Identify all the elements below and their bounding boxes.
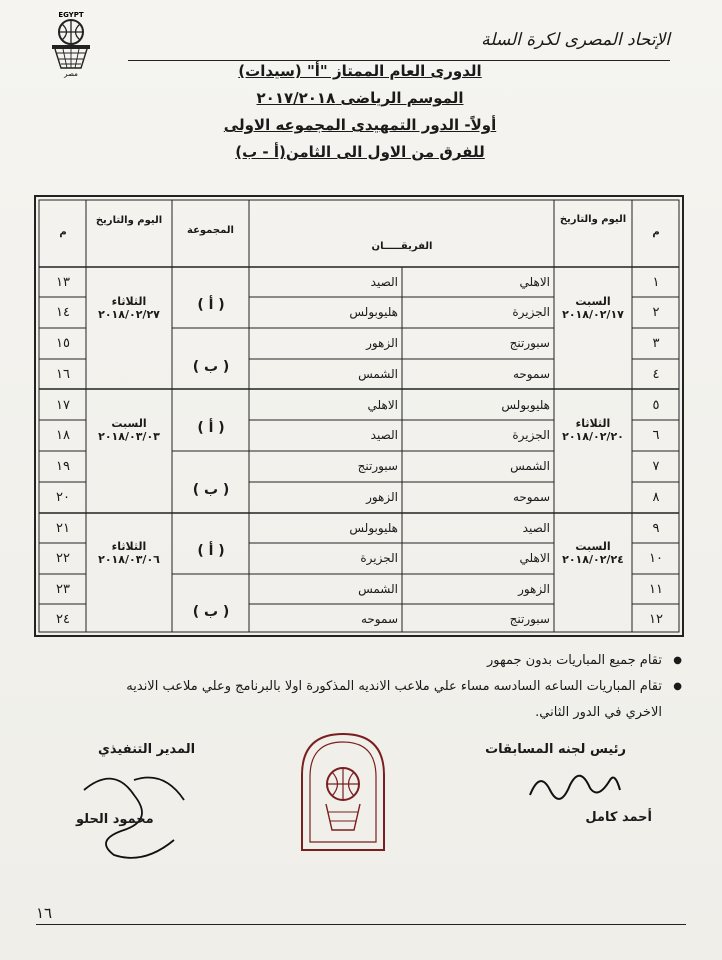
- row-number: ١: [652, 275, 660, 290]
- team-left: الجزيرة: [360, 551, 398, 565]
- row-number: ٥: [652, 398, 660, 413]
- team-right: سموحه: [512, 490, 550, 504]
- date-label: ٢٠١٨/٠٢/٢٤: [562, 553, 624, 566]
- team-right: هليوبولس: [501, 398, 550, 412]
- titles-block: [180, 58, 540, 166]
- table-grid: [34, 195, 684, 637]
- federation-stamp: [296, 730, 390, 860]
- note-2-continued: الاخري في الدور الثاني.: [535, 705, 662, 720]
- team-right: الاهلي: [519, 551, 550, 565]
- group-label: ( أ ): [197, 543, 225, 559]
- header-m-left: م: [59, 227, 67, 238]
- day-label: الثلاثاء: [575, 417, 611, 430]
- group-label: ( أ ): [197, 420, 225, 436]
- footer-rule: [36, 924, 686, 925]
- team-right: الاهلي: [519, 275, 550, 289]
- notes-block: [24, 650, 684, 724]
- day-label: السبت: [575, 295, 611, 308]
- row-number-left: ٢٣: [56, 582, 70, 597]
- team-right: سبورتنج: [509, 336, 550, 350]
- team-left: الصيد: [370, 275, 398, 289]
- page-number: ١٦: [36, 904, 53, 922]
- team-left: الاهلي: [367, 398, 398, 412]
- row-number-left: ١٩: [56, 459, 70, 474]
- row-number: ١٢: [649, 612, 663, 627]
- header-teams: الفريقـــــان: [371, 241, 433, 252]
- row-number-left: ٢٤: [56, 612, 70, 627]
- row-number-left: ٢٢: [56, 551, 70, 566]
- date-cell-right: [558, 540, 628, 566]
- day-label: السبت: [111, 417, 147, 430]
- header-day-date-left: اليوم والتاريخ: [95, 215, 163, 226]
- day-label: الثلاثاء: [111, 540, 147, 553]
- team-left: الشمس: [358, 367, 398, 381]
- team-left: سبورتنج: [357, 459, 398, 473]
- right-signatory-name: أحمد كامل: [585, 810, 652, 825]
- federation-logo: [44, 8, 98, 78]
- left-signatory-name: محمود الحلو: [76, 812, 154, 827]
- date-label: ٢٠١٨/٠٢/٢٠: [562, 430, 624, 443]
- date-cell-left: [90, 295, 168, 321]
- date-label: ٢٠١٨/٠٢/٢٧: [98, 308, 160, 321]
- date-cell-left: [90, 417, 168, 443]
- row-number-left: ١٣: [56, 275, 70, 290]
- date-cell-right: [558, 295, 628, 321]
- row-number: ٢: [652, 305, 660, 320]
- row-number: ١١: [649, 582, 663, 597]
- row-number: ٧: [652, 459, 660, 474]
- schedule-table: [34, 195, 684, 637]
- header-group: المجموعة: [187, 225, 234, 236]
- team-left: الزهور: [366, 490, 398, 504]
- left-signatory-title: المدير التنفيذي: [98, 742, 196, 757]
- team-right: الصيد: [522, 521, 550, 535]
- note-1: ● تقام جميع المباريات بدون جمهور: [24, 650, 684, 672]
- team-left: هليوبولس: [349, 305, 398, 319]
- row-number: ٨: [652, 490, 660, 505]
- row-number-left: ١٤: [56, 305, 70, 320]
- row-number: ٦: [652, 428, 660, 443]
- team-left: الشمس: [358, 582, 398, 596]
- right-signature-scribble: [520, 760, 630, 810]
- row-number: ٣: [652, 336, 660, 351]
- day-label: الثلاثاء: [111, 295, 147, 308]
- row-number: ٤: [652, 367, 660, 382]
- team-left: الصيد: [370, 428, 398, 442]
- row-number-left: ١٦: [56, 367, 70, 382]
- logo-text-bottom: مصر: [64, 70, 78, 78]
- note-2: ● تقام المباريات الساعه السادسه مساء علي ملاعب الانديه المذكورة اولا بالبرنامج وعلي ملاعب الانديه: [24, 676, 684, 698]
- date-label: ٢٠١٨/٠٣/٠٦: [98, 553, 160, 566]
- date-cell-left: [90, 540, 168, 566]
- row-number: ٩: [652, 521, 660, 536]
- team-right: الزهور: [518, 582, 550, 596]
- group-label: ( ب ): [192, 604, 230, 620]
- team-right: سموحه: [512, 367, 550, 381]
- date-label: ٢٠١٨/٠٢/١٧: [562, 308, 624, 321]
- group-label: ( ب ): [192, 359, 230, 375]
- team-left: هليوبولس: [349, 521, 398, 535]
- row-number-left: ٢٠: [56, 490, 70, 505]
- logo-text-top: EGYPT: [58, 11, 84, 19]
- league-title: الدورى العام الممتاز "أ" (سيدات): [238, 62, 482, 80]
- row-number: ١٠: [649, 551, 663, 566]
- header-m-right: م: [652, 227, 660, 238]
- round-title: أولاً- الدور التمهيدى المجموعه الاولى: [223, 116, 497, 134]
- date-cell-right: [558, 417, 628, 443]
- team-right: الجزيرة: [512, 305, 550, 319]
- row-number-left: ٢١: [56, 521, 70, 536]
- group-label: ( ب ): [192, 482, 230, 498]
- team-right: سبورتنج: [509, 612, 550, 626]
- row-number-left: ١٨: [56, 428, 70, 443]
- organization-name: الإتحاد المصرى لكرة السلة: [481, 30, 670, 50]
- right-signatory-title: رئيس لجنه المسابقات: [485, 742, 626, 757]
- team-left: الزهور: [366, 336, 398, 350]
- season-title: الموسم الرياضى ٢٠١٧/٢٠١٨: [256, 89, 464, 107]
- team-right: الشمس: [510, 459, 550, 473]
- team-right: الجزيرة: [512, 428, 550, 442]
- teams-range-title: للفرق من الاول الى الثامن(أ - ب): [235, 143, 485, 161]
- row-number-left: ١٥: [56, 336, 70, 351]
- row-number-left: ١٧: [56, 398, 70, 413]
- team-left: سموحه: [360, 612, 398, 626]
- group-label: ( أ ): [197, 297, 225, 313]
- header-day-date-right: اليوم والتاريخ: [559, 214, 627, 225]
- day-label: السبت: [575, 540, 611, 553]
- date-label: ٢٠١٨/٠٣/٠٣: [98, 430, 160, 443]
